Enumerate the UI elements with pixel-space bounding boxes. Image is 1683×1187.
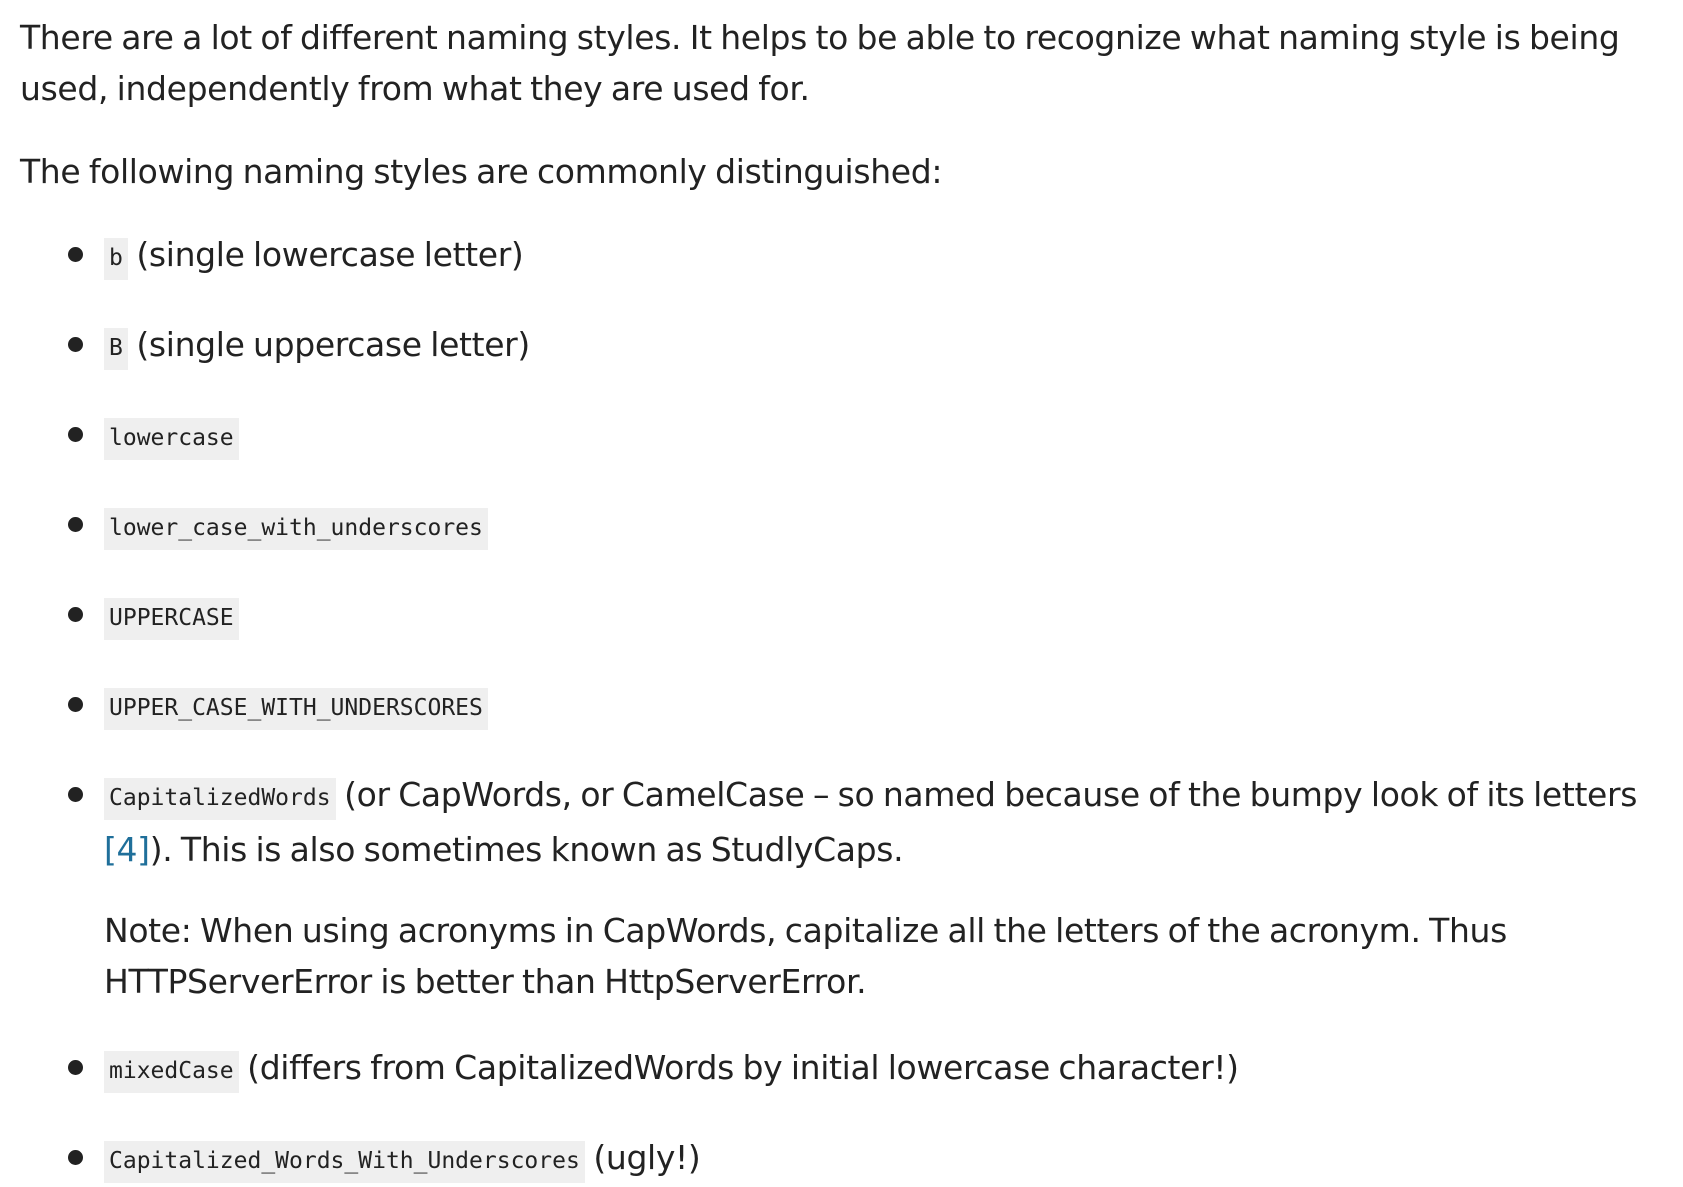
footnote-link[interactable]: [4] <box>104 830 150 869</box>
bullet-icon <box>68 247 83 262</box>
naming-styles-list <box>20 229 1670 1187</box>
bullet-icon <box>68 427 83 442</box>
bullet-icon <box>68 697 83 712</box>
bullet-icon <box>68 787 83 802</box>
list-item-lowercase-underscores <box>104 499 1670 554</box>
code-sample: UPPERCASE <box>104 598 239 640</box>
code-sample: B <box>104 328 128 370</box>
bullet-icon <box>68 1060 83 1075</box>
item-description-continued: ). This is also sometimes known as StudlyCaps. <box>149 830 904 869</box>
list-item-uppercase-underscores <box>104 679 1670 734</box>
bullet-icon <box>68 337 83 352</box>
code-sample: lower_case_with_underscores <box>104 508 488 550</box>
list-item-mixed-case <box>104 1042 1670 1097</box>
list-item-capitalized-words <box>104 769 1670 1007</box>
list-item-single-uppercase <box>104 319 1670 374</box>
list-item-capitalized-underscores <box>104 1132 1670 1187</box>
code-sample: b <box>104 238 128 280</box>
intro-paragraph: There are a lot of different naming styles. It helps to be able to recognize what naming style is being used, independently from what they are used for. <box>20 18 1620 108</box>
item-description: (single lowercase letter) <box>127 235 524 274</box>
item-description: (differs from CapitalizedWords by initial lowercase character!) <box>238 1048 1239 1087</box>
code-sample: UPPER_CASE_WITH_UNDERSCORES <box>104 688 488 730</box>
bullet-icon <box>68 1150 83 1165</box>
code-sample: Capitalized_Words_With_Underscores <box>104 1141 585 1183</box>
styles-lead-paragraph: The following naming styles are commonly distinguished: <box>20 152 943 191</box>
code-sample: CapitalizedWords <box>104 778 336 820</box>
item-description: (or CapWords, or CamelCase – so named because of the bumpy look of its letters <box>335 775 1638 814</box>
list-item-uppercase <box>104 589 1670 644</box>
bullet-icon <box>68 607 83 622</box>
code-sample: mixedCase <box>104 1051 239 1093</box>
bullet-icon <box>68 517 83 532</box>
list-item-lowercase <box>104 409 1670 464</box>
code-sample: lowercase <box>104 418 239 460</box>
item-description: (single uppercase letter) <box>127 325 530 364</box>
list-item-single-lowercase <box>104 229 1670 284</box>
item-description: (ugly!) <box>584 1138 701 1177</box>
capwords-note: Note: When using acronyms in CapWords, capitalize all the letters of the acronym. Thus HTTPServerError is better than HttpServerError. <box>104 911 1507 1001</box>
